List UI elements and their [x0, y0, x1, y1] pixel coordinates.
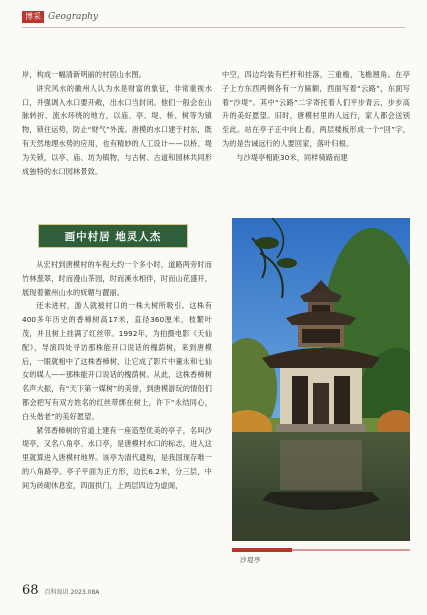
page-number: 68 — [22, 583, 39, 598]
photo-caption: 沙堤亭 — [240, 556, 261, 564]
paragraph: 与沙堤亭相距30米，同样骑路而建 — [236, 152, 348, 162]
page-footer — [22, 583, 99, 598]
header-rule — [22, 27, 405, 28]
article-column-right-top — [222, 68, 410, 165]
magazine-issue: 百科知识 2023.08A — [44, 589, 100, 596]
section-heading-text: 画中村居 地灵人杰 — [64, 230, 162, 243]
paragraph: 紧邻香樟树的官道上建有一座造型优美的亭子，名叫沙堤亭，又名八角亭、水口亭，是唐模村水口的标志，进入这里就算进入唐模村地界。该亭为清代遗构，是我国现存唯一的八角路亭。亭子平面为正方形，边长6.2米，分三层，中间为砖砌休息室，四面拱门，上两层四边为虚阁， — [22, 425, 212, 490]
section-heading — [38, 224, 188, 248]
paragraph: 还未进村，游人就被村口的一株大树所吸引。这株有400多年历史的香樟树高17米，直径360厘米，枝繁叶茂，并且树上挂满了红丝带。1992年，为拍摄电影《天仙配》，导演四处寻访那株能开口说话的槐荫树，来到唐模后，一眼就相中了这株香樟树，让它成了影片中董永和七仙女的媒人——那株能开口说话的槐荫树。从此，这株香樟树名声大振，有“天下第一媒树”的美誉，到唐模游玩的情侣们都会把写有双方姓名的红丝带绑在树上，许下“永结同心，白头偕老”的美好愿望。 — [22, 301, 212, 421]
paragraph: 岸，构成一幅清新明丽的村居山水图。 — [22, 70, 146, 79]
paragraph: 中空，四边均装有栏杆和挂落，三重檐，飞檐翘角。在亭子上方东西两侧各有一方匾额，西面写着“云路”，东面写着“沙堤”。其中“云路”二字寄托着人们平步青云，步步高升的美好愿望。旧时，唐模村里的人远行，家人都会送别至此。站在亭子正中向上看，两层楼板形成一个“回”字，为的是告诫远行的人要回家，落叶归根。 — [222, 70, 410, 148]
page-header — [22, 10, 98, 24]
paragraph: 讲究风水的徽州人认为水是财富的象征，非常重视水口，并强调入水口要开敞，出水口当封闭。他们一般会在山脉转折、流水环绕的地方，以庙、亭、堤、桥、树等为镇物，锁住运势，防止“财气”外流。唐模的水口建于村东，既有天然地理水势的应用，也有精妙的人工设计——以桥、堤为关锁，以亭、庙、坊为镇物，与古树、古道和园林共同形成独特的水口园林景致。 — [22, 83, 212, 176]
column-title-en: Geography — [48, 12, 99, 22]
paragraph: 从宏村到唐模村的车程大约一个多小时，道路两旁时而竹林葱翠，时而漫山茶园，时而溪水相伴，时而山花盛开，展现着徽州山水的妩媚与靓丽。 — [22, 260, 212, 297]
pavilion-illustration — [232, 218, 410, 541]
column-badge: 博采 — [22, 11, 44, 23]
article-column-left-top — [22, 68, 212, 178]
article-column-left-bottom — [22, 258, 212, 493]
pavilion-photo — [232, 218, 410, 541]
caption-rule — [232, 548, 410, 552]
